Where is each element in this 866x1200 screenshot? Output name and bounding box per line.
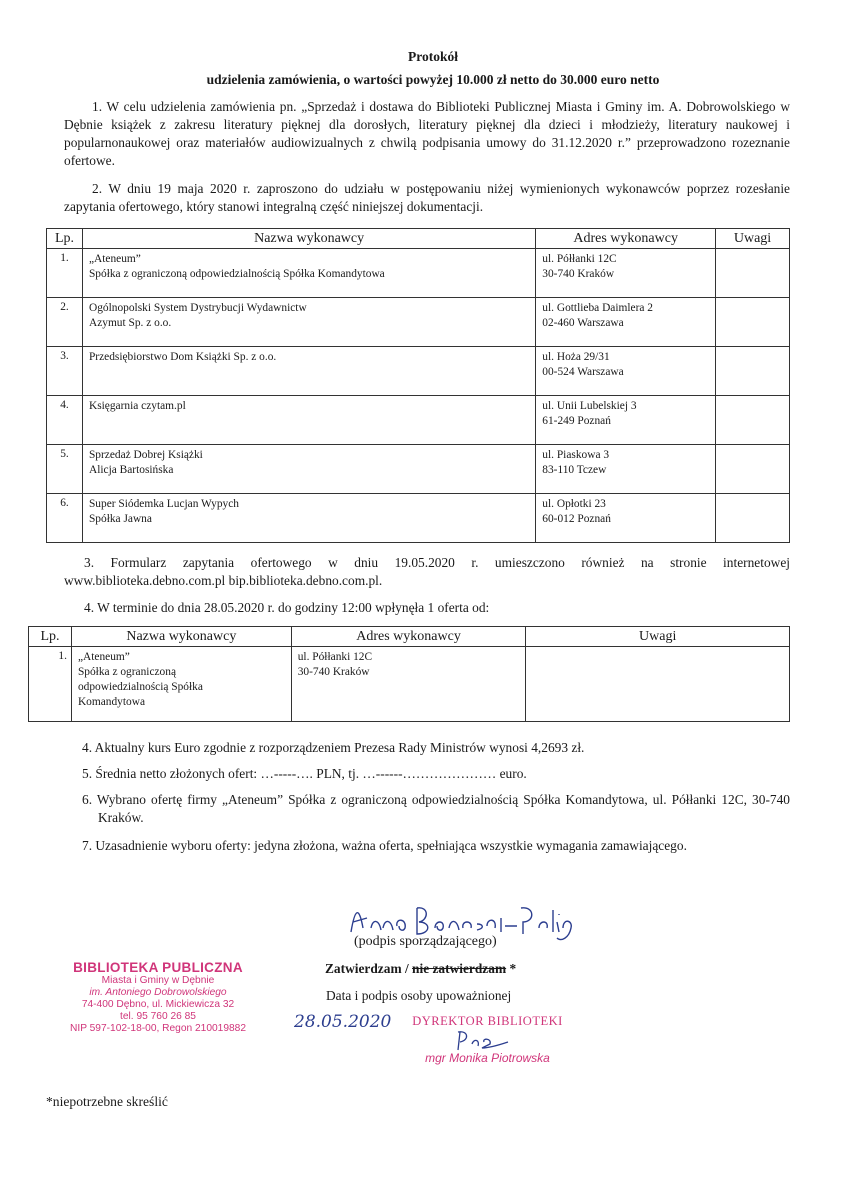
name-line: Sprzedaż Dobrej Książki (88, 449, 203, 461)
address-line: ul. Piaskowa 3 (542, 449, 610, 461)
table-header-row (29, 627, 790, 647)
name-line: Alicja Bartosińska (88, 464, 174, 476)
row-notes (716, 298, 790, 347)
name-line: odpowiedzialnością Spółka (77, 681, 203, 693)
row-name (82, 298, 535, 347)
approve-struck-label: nie zatwierdzam (412, 961, 507, 976)
header-notes: Uwagi (716, 229, 790, 249)
row-name (82, 396, 535, 445)
paragraph-2: 2. W dniu 19 maja 2020 r. zaproszono do udziału w postępowaniu niżej wymienionych wykonawców poprzez rozesłanie zapytania ofertowego, który stanowi integralną część niniejszej dokumentacji. (64, 181, 790, 214)
address-line: ul. Półłanki 12C (297, 651, 373, 663)
name-line: Komandytowa (77, 696, 146, 708)
row-notes (716, 347, 790, 396)
name-line: Spółka Jawna (88, 513, 152, 525)
address-line: ul. Unii Lubelskiej 3 (542, 400, 637, 412)
address-line: ul. Półłanki 12C (542, 253, 617, 265)
date-signature-caption: Data i podpis osoby upoważnionej (326, 988, 512, 1003)
row-address (536, 347, 716, 396)
address-line: ul. Hoża 29/31 (542, 351, 610, 363)
stamp-line: DYREKTOR BIBLIOTEKI (412, 1014, 563, 1028)
stamp-line: im. Antoniego Dobrowolskiego (89, 987, 227, 998)
row-address (536, 494, 716, 543)
stamp-line: 74-400 Dębno, ul. Mickiewicza 32 (81, 999, 235, 1010)
stamp-line: mgr Monika Piotrowska (425, 1051, 550, 1065)
table-row (29, 647, 790, 722)
header-address: Adres wykonawcy (536, 229, 716, 249)
handwritten-date: 28.05.2020 (294, 1012, 392, 1032)
row-address (291, 647, 526, 722)
address-line: 30-740 Kraków (297, 666, 370, 678)
paragraph-7: 7. Uzasadnienie wyboru oferty: jedyna złożona, ważna oferta, spełniająca wszystkie wymagania zamawiającego. (82, 838, 687, 853)
table-row (47, 347, 790, 396)
address-line: ul. Opłotki 23 (542, 498, 606, 510)
row-name (82, 445, 535, 494)
row-notes (716, 249, 790, 298)
address-line: 02-460 Warszawa (542, 317, 624, 329)
row-lp: 6. (47, 494, 83, 543)
name-line: Super Siódemka Lucjan Wypych (88, 498, 239, 510)
table-row (47, 396, 790, 445)
table-row (47, 298, 790, 347)
table-header-row (47, 229, 790, 249)
row-name (71, 647, 291, 722)
stamp-line: BIBLIOTEKA PUBLICZNA (73, 960, 243, 975)
paragraph-4a: 4. W terminie do dnia 28.05.2020 r. do godziny 12:00 wpłynęła 1 oferta od: (84, 600, 490, 615)
library-stamp (58, 960, 258, 1035)
paragraph-3: 3. Formularz zapytania ofertowego w dniu 19.05.2020 r. umieszczono również na stronie internetowej www.biblioteka.debno.com.pl bip.biblioteka.debno.com.pl. (64, 555, 790, 588)
stamp-line: Miasta i Gminy w Dębnie (101, 975, 215, 986)
stamp-line: NIP 597-102-18-00, Regon 210019882 (70, 1023, 246, 1034)
row-notes (716, 445, 790, 494)
address-line: 30-740 Kraków (542, 268, 615, 280)
address-line: 60-012 Poznań (542, 513, 611, 525)
row-lp: 5. (47, 445, 83, 494)
row-address (536, 249, 716, 298)
name-line: Ogólnopolski System Dystrybucji Wydawnictw (88, 302, 307, 314)
name-line: Azymut Sp. z o.o. (88, 317, 172, 329)
director-initials-signature (452, 1028, 512, 1052)
table-row (47, 249, 790, 298)
row-address (536, 445, 716, 494)
row-notes (716, 396, 790, 445)
header-name: Nazwa wykonawcy (71, 627, 291, 647)
row-lp: 2. (47, 298, 83, 347)
row-lp: 3. (47, 347, 83, 396)
row-name (82, 494, 535, 543)
row-notes (716, 494, 790, 543)
address-line: ul. Gottlieba Daimlera 2 (542, 302, 653, 314)
header-address: Adres wykonawcy (291, 627, 526, 647)
header-lp: Lp. (29, 627, 72, 647)
row-address (536, 298, 716, 347)
stamp-line: tel. 95 760 26 85 (120, 1011, 196, 1022)
name-line: „Ateneum” (77, 651, 130, 663)
table-row (47, 494, 790, 543)
row-name (82, 249, 535, 298)
row-address (536, 396, 716, 445)
table-row (47, 445, 790, 494)
name-line: „Ateneum” (88, 253, 141, 265)
footnote: *niepotrzebne skreślić (46, 1094, 168, 1109)
approve-label: Zatwierdzam / (325, 961, 409, 976)
header-name: Nazwa wykonawcy (82, 229, 535, 249)
name-line: Przedsiębiorstwo Dom Książki Sp. z o.o. (88, 351, 277, 363)
row-lp: 1. (47, 249, 83, 298)
approval-line (325, 960, 585, 978)
paragraph-1: 1. W celu udzielenia zamówienia pn. „Sprzedaż i dostawa do Biblioteki Publicznej Miasta i Gminy im. A. Dobrowolskiego w Dębnie książek z zakresu literatury pięknej dla dorosłych, literatury pięknej dla dzieci i młodzieży, literatury naukowej i popularnonaukowej oraz materiałów audiowizualnych z chwilą podpisania umowy do 31.12.2020 r.” przeprowadzono rozeznanie ofertowe. (64, 99, 790, 168)
document-title: Protokół (408, 49, 458, 64)
address-line: 83-110 Tczew (542, 464, 607, 476)
name-line: Księgarnia czytam.pl (88, 400, 186, 412)
row-lp: 4. (47, 396, 83, 445)
row-notes (526, 647, 790, 722)
paragraph-5: 5. Średnia netto złożonych ofert: …-----…. PLN, tj. …------………………… euro. (82, 766, 527, 781)
header-lp: Lp. (47, 229, 83, 249)
header-notes: Uwagi (526, 627, 790, 647)
name-line: Spółka z ograniczoną odpowiedzialnością Spółka Komandytowa (88, 268, 385, 280)
signature-caption: (podpis sporządzającego) (354, 934, 497, 949)
received-offers-table (28, 626, 790, 722)
approve-star: * (506, 961, 517, 976)
invited-contractors-table (46, 228, 790, 543)
address-line: 61-249 Poznań (542, 415, 611, 427)
row-name (82, 347, 535, 396)
paragraph-6: 6. Wybrano ofertę firmy „Ateneum” Spółka z ograniczoną odpowiedzialnością Spółka Komandytowa, ul. Półłanki 12C, 30-740 Kraków. (82, 792, 790, 825)
name-line: Spółka z ograniczoną (77, 666, 177, 678)
paragraph-4b: 4. Aktualny kurs Euro zgodnie z rozporządzeniem Prezesa Rady Ministrów wynosi 4,2693 zł. (82, 740, 585, 755)
row-lp: 1. (29, 647, 72, 722)
address-line: 00-524 Warszawa (542, 366, 624, 378)
document-subtitle: udzielenia zamówienia, o wartości powyżej 10.000 zł netto do 30.000 euro netto (206, 72, 660, 87)
